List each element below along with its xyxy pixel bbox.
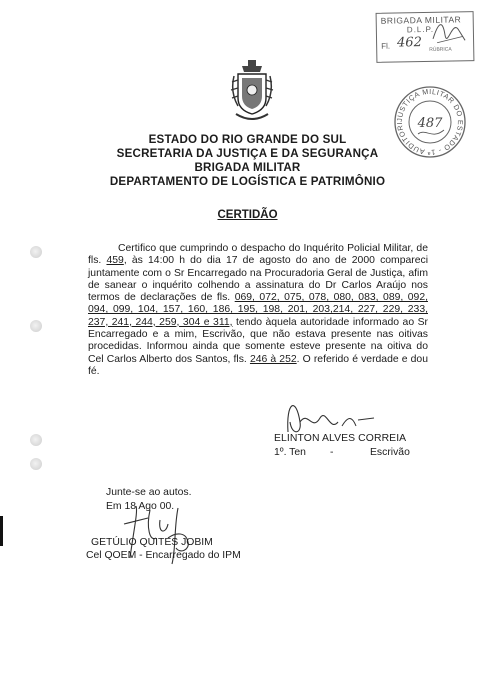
body-part2: , às 14:00 h do dia 17 de agosto do ano de 2000 compareci juntamente com o Sr Encarregado na Procuradoria Geral de Justiça, afim de sanear o inquérito colhendo a assinatura do Dr Carlos Araújo nos termos de declarações de fls. xyxy=(88,255,429,304)
signer2-name: GETÚLIO QUITES JOBIM xyxy=(91,537,213,548)
stamp-line2: D.L.P. xyxy=(406,24,435,35)
despacho-line1: Junte-se ao autos. xyxy=(106,487,192,498)
body-fls3: 246 à 252 xyxy=(249,353,297,365)
edge-mark xyxy=(0,516,3,546)
body-part4: . O referido é verdade e dou fé. xyxy=(88,353,428,377)
folio-stamp xyxy=(376,11,475,63)
signer1-rank-line xyxy=(274,447,410,458)
body-part3: tendo àquela autoridade informado ao Sr Encarregado e a mim, Escrivão, que não estava presente nas oitivas procedidas. Informou ainda que somente esteve presente na oitiva do Cel Carlos Alberto dos Santos, fls. xyxy=(88,316,428,365)
signer2-rank: Cel QOEM - Encarregado do IPM xyxy=(86,550,241,561)
signer1-separator: - xyxy=(330,447,334,458)
header-state: ESTADO DO RIO GRANDE DO SUL xyxy=(148,133,347,146)
body-fls-list: 069, 072, 075, 078, 080, 083, 089, 092, 094, 099, 104, 157, 160, 186, 195, 198, 201, 203,214, 227, 229, 233, 237, 241, 244, 259, 304 e 311, xyxy=(88,292,428,328)
body-fls1: 459 xyxy=(106,255,124,267)
punch-hole xyxy=(30,458,42,470)
svg-text:JUSTIÇA MILITAR DO ESTADO - 1ª: JUSTIÇA MILITAR DO ESTADO - 1ª AUDITORI xyxy=(394,86,466,158)
stamp-line1: BRIGADA MILITAR xyxy=(380,14,462,26)
document-title: CERTIDÃO xyxy=(217,209,278,221)
stamp-initials xyxy=(429,16,470,47)
header-secretaria: SECRETARIA DA JUSTIÇA E DA SEGURANÇA xyxy=(116,147,379,160)
stamp-rubrica-label: RÚBRICA xyxy=(429,46,452,53)
header-brigada: BRIGADA MILITAR xyxy=(194,161,301,174)
punch-hole xyxy=(30,246,42,258)
signer1-role: Escrivão xyxy=(370,447,410,458)
coat-of-arms-emblem xyxy=(230,58,274,124)
certificate-body xyxy=(88,243,428,378)
stamp-folio-number: 462 xyxy=(396,35,423,51)
stamp-folio-label: Fl. xyxy=(381,41,391,51)
despacho-line2: Em 18 Ago 00. xyxy=(106,501,175,512)
punch-hole xyxy=(30,434,42,446)
header-departamento: DEPARTAMENTO DE LOGÍSTICA E PATRIMÔNIO xyxy=(109,175,386,188)
signer1-name: ELINTON ALVES CORREIA xyxy=(274,433,407,444)
body-part1: Certifico que cumprindo o despacho do Inquérito Policial Militar, de fls. xyxy=(88,243,428,267)
punch-hole xyxy=(30,320,42,332)
svg-text:487: 487 xyxy=(417,116,443,131)
signer1-rank: 1º. Ten xyxy=(274,447,306,458)
